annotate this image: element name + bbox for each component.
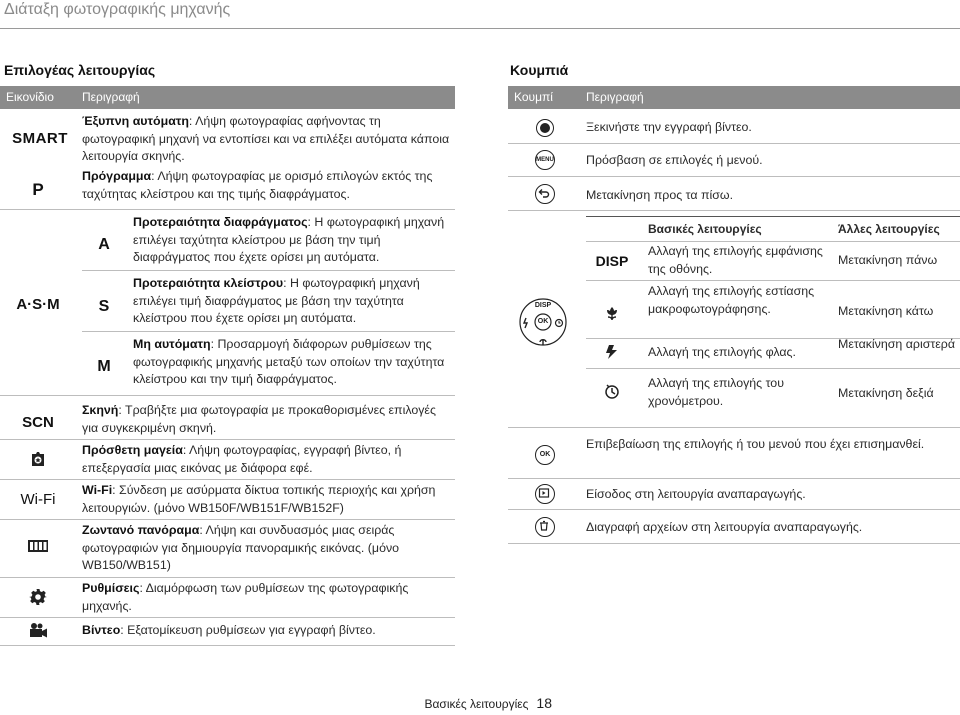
navigation-subtable — [586, 216, 960, 426]
asm-mode-icon: A·S·M — [16, 296, 60, 313]
macro-desc: Αλλαγή της επιλογής εστίασης μακροφωτογράφησης. — [648, 284, 815, 316]
aperture-priority-icon: A — [98, 236, 110, 253]
manual-mode-icon: M — [97, 358, 111, 375]
program-mode-icon: P — [32, 180, 44, 199]
separator — [586, 280, 960, 281]
delete-desc: Διαγραφή αρχείων στη λειτουργία αναπαραγωγής. — [586, 520, 863, 534]
flash-icon — [605, 344, 619, 360]
timer-other-desc: Μετακίνηση δεξιά — [838, 386, 934, 400]
separator — [508, 176, 960, 177]
page-title: Διάταξη φωτογραφικής μηχανής — [4, 1, 231, 18]
shutter-priority-desc: Προτεραιότητα κλείστρου: Η φωτογραφική μηχανή επιλέγει τιμή διαφράγματος με βάση την ταχύτητα κλείστρου που έχετε ορίσει μη αυτόματα. — [133, 276, 420, 325]
scene-mode-icon: SCN — [22, 414, 54, 431]
settings-gear-icon — [29, 588, 47, 606]
playback-button-icon — [535, 484, 555, 504]
aperture-priority-desc: Προτεραιότητα διαφράγματος: Η φωτογραφική μηχανή επιλέγει ταχύτητα κλείστρου με βάση την τιμή διαφράγματος που έχετε ορίσει μη αυτόματα. — [133, 215, 445, 264]
movie-desc: Βίντεο: Εξατομίκευση ρυθμίσεων για εγγραφή βίντεο. — [82, 623, 376, 637]
delete-button-icon — [535, 517, 555, 537]
separator — [586, 216, 960, 217]
separator — [508, 509, 960, 510]
separator — [508, 143, 960, 144]
back-desc: Μετακίνηση προς τα πίσω. — [586, 188, 734, 202]
macro-flower-icon — [604, 305, 620, 321]
page-number: 18 — [536, 695, 552, 711]
shutter-priority-icon: S — [98, 298, 110, 315]
settings-desc: Ρυθμίσεις: Διαμόρφωση των ρυθμίσεων της φωτογραφικής μηχανής. — [82, 581, 409, 613]
ok-desc: Επιβεβαίωση της επιλογής ή του μενού που έχει επισημανθεί. — [586, 437, 925, 451]
ok-button-icon: OK — [535, 445, 555, 465]
buttons-table-header — [508, 86, 960, 109]
flash-desc: Αλλαγή της επιλογής φλας. — [648, 345, 796, 359]
panorama-icon — [27, 538, 49, 554]
record-button-icon — [536, 119, 554, 137]
separator — [508, 543, 960, 544]
menu-desc: Πρόσβαση σε επιλογές ή μενού. — [586, 153, 763, 167]
play-desc: Είσοδος στη λειτουργία αναπαραγωγής. — [586, 487, 806, 501]
disp-other-desc: Μετακίνηση πάνω — [838, 253, 938, 267]
footer-section: Βασικές λειτουργίες — [424, 697, 529, 711]
separator — [586, 241, 960, 242]
col-desc-header: Περιγραφή — [586, 90, 644, 104]
header-rule — [0, 28, 960, 29]
magic-plus-icon — [29, 450, 47, 468]
buttons-heading: Κουμπιά — [510, 62, 569, 78]
mode-dial-heading: Επιλογέας λειτουργίας — [4, 62, 156, 78]
col-icon-header: Εικονίδιο — [6, 90, 54, 104]
basic-functions-header: Βασικές λειτουργίες — [648, 222, 762, 236]
movie-camera-icon — [27, 622, 49, 640]
smart-mode-desc: Έξυπνη αυτόματη: Λήψη φωτογραφίας αφήνοντας τη φωτογραφική μηχανή να εντοπίσει και να επιλέξει αυτόματα κάποια λειτουργία σκηνής. — [82, 114, 450, 163]
wifi-mode-icon: Wi-Fi — [20, 491, 56, 508]
flash-other-desc: Μετακίνηση αριστερά — [838, 337, 955, 351]
page-footer — [424, 695, 552, 711]
menu-button-icon: MENU — [535, 150, 555, 170]
separator — [0, 395, 455, 396]
separator — [508, 427, 960, 428]
separator — [0, 617, 455, 618]
separator — [508, 210, 960, 211]
self-timer-icon — [604, 383, 620, 399]
separator — [508, 478, 960, 479]
col-desc-header: Περιγραφή — [82, 90, 140, 104]
separator — [82, 270, 455, 271]
disp-desc: Αλλαγή της επιλογής εμφάνισης της οθόνης. — [648, 244, 823, 276]
buttons-table — [508, 86, 960, 546]
mode-table-header — [0, 86, 455, 109]
page-header — [0, 0, 960, 30]
nav-pad-ok-label: OK — [537, 318, 549, 325]
magic-plus-desc: Πρόσθετη μαγεία: Λήψη φωτογραφίας, εγγραφή βίντεο, ή επεξεργασία μιας εικόνας με διάφορα εφέ. — [82, 443, 402, 475]
scene-mode-desc: Σκηνή: Τραβήξτε μια φωτογραφία με προκαθορισμένες επιλογές για συγκεκριμένη σκηνή. — [82, 403, 436, 435]
manual-mode-desc: Μη αυτόματη: Προσαρμογή διάφορων ρυθμίσεων της φωτογραφικής μηχανής μεταξύ των οποίων την ταχύτητα κλείστρου και την τιμή διαφράγματος. — [133, 337, 445, 386]
separator — [0, 519, 455, 520]
separator — [82, 331, 455, 332]
record-desc: Ξεκινήστε την εγγραφή βίντεο. — [586, 120, 752, 134]
back-button-icon — [535, 184, 555, 204]
separator — [0, 209, 455, 210]
mode-dial-table — [0, 86, 455, 646]
separator — [0, 577, 455, 578]
separator — [0, 439, 455, 440]
program-mode-desc: Πρόγραμμα: Λήψη φωτογραφίας με ορισμό επιλογών εκτός της ταχύτητας κλείστρου και της τιμής διαφράγματος. — [82, 169, 433, 201]
separator — [0, 479, 455, 480]
panorama-desc: Ζωντανό πανόραμα: Λήψη και συνδυασμός μιας σειράς φωτογραφιών για δημιουργία πανοραμικής εικόνας. (μόνο WB150/WB151) — [82, 523, 400, 572]
navigation-pad-icon — [518, 292, 568, 352]
nav-pad-disp-label: DISP — [534, 302, 552, 309]
disp-button-icon: DISP — [595, 253, 629, 269]
timer-desc: Αλλαγή της επιλογής του χρονόμετρου. — [648, 376, 784, 408]
wifi-mode-desc: Wi-Fi: Σύνδεση με ασύρματα δίκτυα τοπικής περιοχής και χρήση λειτουργιών. (μόνο WB150F/WB151F/WB152F) — [82, 483, 436, 515]
separator — [0, 645, 455, 646]
other-functions-header: Άλλες λειτουργίες — [838, 222, 940, 236]
smart-mode-icon: SMART — [12, 130, 68, 147]
macro-other-desc: Μετακίνηση κάτω — [838, 304, 934, 318]
separator — [586, 368, 960, 369]
col-button-header: Κουμπί — [514, 90, 553, 104]
